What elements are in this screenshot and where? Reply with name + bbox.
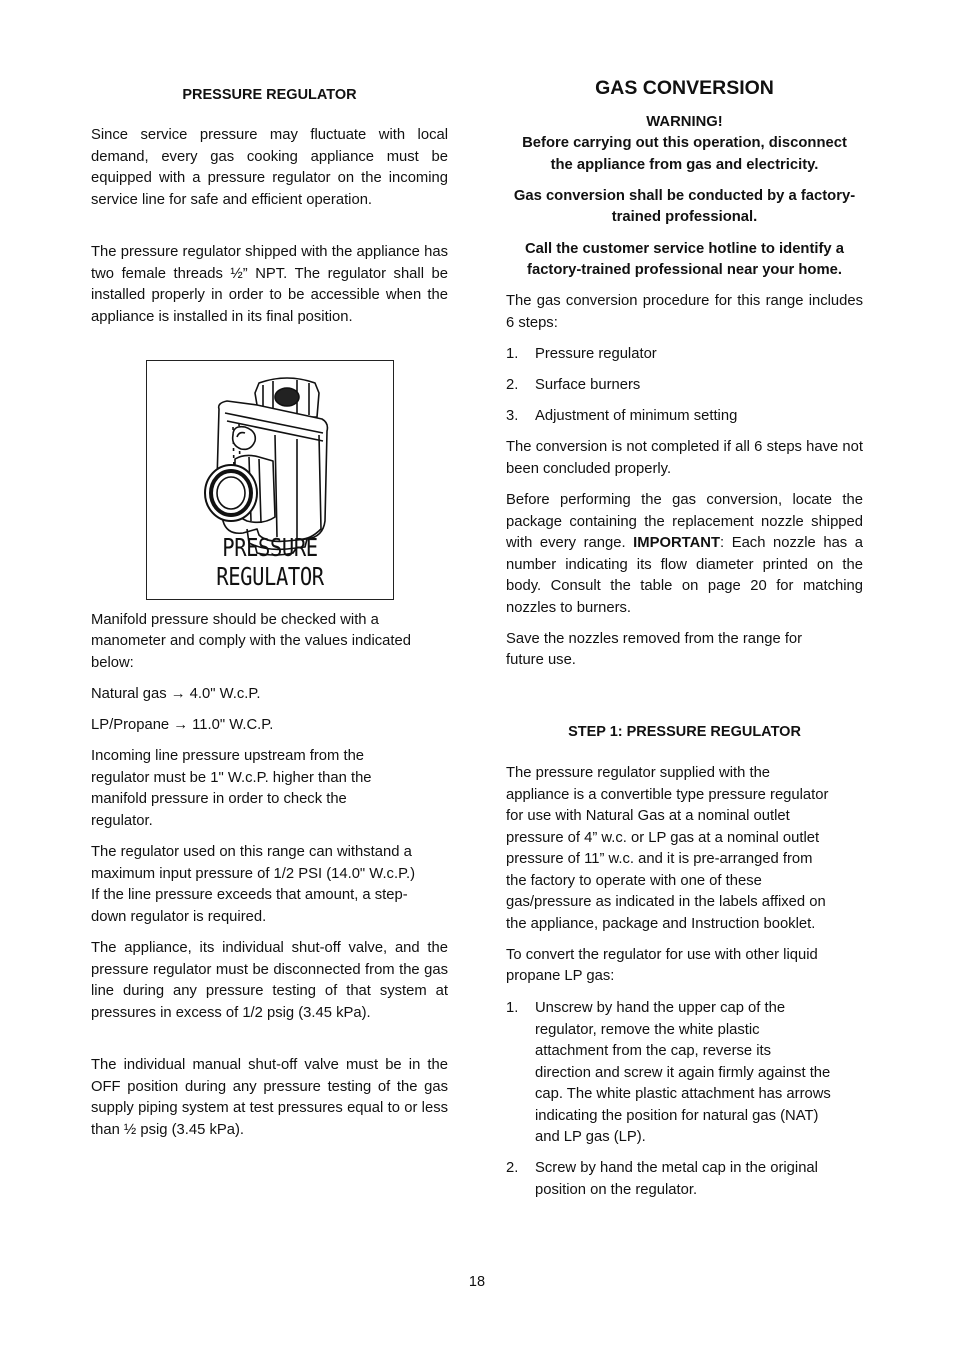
locate-text-before: Before performing the gas conversion, locate the package containing the replacement nozzle shipped with every range.: [506, 492, 863, 551]
disconnect-testing-paragraph: The appliance, its individual shut-off valve, and the pressure regulator must be disconnected from the gas line during any pressure testing of that system at pressures in excess of 1/2 psig (3.45 kPa).: [91, 940, 448, 1021]
instruction-2-line-1: Screw by hand the metal cap in the original: [535, 1160, 818, 1176]
instruction-1-line-3: attachment from the cap, reverse its: [535, 1043, 772, 1059]
page-number: 18: [468, 1274, 486, 1290]
instruction-1-line-6: indicating the position for natural gas (NAT): [535, 1107, 819, 1124]
step1-line-3: for use with Natural Gas at a nominal outlet: [506, 808, 790, 824]
instruction-1-line-5: cap. The white plastic attachment has arrows: [535, 1086, 831, 1102]
natural-gas-value: Natural gas → 4.0" W.c.P.: [91, 686, 261, 702]
pressure-regulator-figure: [146, 360, 394, 600]
step1-line-5: pressure of 11” w.c. and it is pre-arranged from: [506, 851, 813, 867]
max-input-line-1: The regulator used on this range can withstand a: [91, 844, 412, 860]
list-item-text: Adjustment of minimum setting: [535, 408, 738, 424]
locate-nozzle-paragraph: [506, 490, 863, 619]
instruction-1-line-7: and LP gas (LP).: [535, 1129, 646, 1145]
step1-line-4: pressure of 4” w.c. or LP gas at a nominal outlet: [506, 830, 820, 846]
regulator-threads-paragraph: The pressure regulator shipped with the appliance has two female threads ½” NPT. The regulator shall be installed properly in order to be accessible when the appliance is installed in its final position.: [91, 244, 448, 325]
manifold-line-3: below:: [91, 655, 134, 671]
max-input-line-4: down regulator is required.: [91, 909, 267, 925]
list-item: [506, 1158, 863, 1202]
incoming-line-2: regulator must be 1" W.c.P. higher than the: [91, 770, 372, 786]
incoming-line-4: regulator.: [91, 813, 153, 829]
warning-label: WARNING!: [646, 114, 723, 130]
list-item-text: Surface burners: [535, 377, 641, 393]
max-input-line-2: maximum input pressure of 1/2 PSI (14.0" W.c.P.): [91, 866, 416, 882]
max-input-line-3: If the line pressure exceeds that amount, a step-: [91, 887, 408, 903]
warning-line-2: the appliance from gas and electricity.: [550, 157, 819, 173]
pressure-regulator-heading: PRESSURE REGULATOR: [182, 87, 357, 103]
save-nozzles-line-1: Save the nozzles removed from the range for: [506, 631, 803, 647]
step1-line-7: gas/pressure as indicated in the labels affixed on: [506, 894, 826, 910]
steps-intro-paragraph: The gas conversion procedure for this range includes 6 steps:: [506, 293, 863, 331]
step1-line-6: the factory to operate with one of these: [506, 873, 762, 889]
pressure-regulator-illustration: [147, 361, 393, 561]
lp-propane-value: LP/Propane → 11.0" W.C.P.: [91, 717, 274, 733]
gas-conversion-title: GAS CONVERSION: [595, 77, 774, 99]
manifold-line-1: Manifold pressure should be checked with a: [91, 612, 379, 628]
list-item: [506, 998, 863, 1150]
list-item-number: 3.: [506, 408, 519, 424]
save-nozzles-line-2: future use.: [506, 652, 576, 668]
instruction-2-line-2: position on the regulator.: [535, 1181, 698, 1198]
incoming-line-3: manifold pressure in order to check the: [91, 791, 347, 807]
important-label: IMPORTANT: [633, 535, 721, 551]
hotline-line-1: Call the customer service hotline to identify a: [524, 241, 845, 257]
step1-line-8: the appliance, package and Instruction booklet.: [506, 916, 816, 932]
factory-line-2: trained professional.: [611, 209, 758, 225]
list-item-text: Pressure regulator: [535, 346, 657, 362]
list-item-number: 1.: [506, 346, 519, 362]
convert-line-2: propane LP gas:: [506, 968, 615, 984]
instruction-1-line-4: direction and screw it again firmly against the: [535, 1064, 831, 1081]
hotline-line-2: factory-trained professional near your home.: [527, 262, 842, 278]
locate-text-after: : Each nozzle has a number indicating its flow diameter printed on the body. Consult the table on page 20 for matching nozzles to burners.: [506, 535, 863, 616]
list-item-number: 1.: [506, 1000, 519, 1016]
not-completed-paragraph: The conversion is not completed if all 6 steps have not been concluded properly.: [506, 439, 863, 477]
list-item-number: 2.: [506, 1160, 519, 1176]
list-item-number: 2.: [506, 377, 519, 393]
step1-line-2: appliance is a convertible type pressure regulator: [506, 787, 829, 803]
step1-line-1: The pressure regulator supplied with the: [506, 765, 771, 781]
service-pressure-paragraph: Since service pressure may fluctuate with local demand, every gas cooking appliance must be equipped with a pressure regulator on the incoming service line for safe and efficient operation.: [91, 127, 448, 208]
instruction-1-line-1: Unscrew by hand the upper cap of the: [535, 1000, 786, 1016]
step1-heading: STEP 1: PRESSURE REGULATOR: [568, 724, 801, 740]
convert-line-1: To convert the regulator for use with other liquid: [506, 947, 818, 963]
warning-line-1: Before carrying out this operation, disconnect: [522, 135, 847, 151]
instruction-1-line-2: regulator, remove the white plastic: [535, 1021, 760, 1038]
shutoff-valve-paragraph: The individual manual shut-off valve must be in the OFF position during any pressure testing of the gas supply piping system at test pressures equal to or less than ½ psig (3.45 kPa).: [91, 1057, 448, 1138]
figure-caption: PRESSURE REGULATOR: [216, 533, 324, 591]
incoming-line-1: Incoming line pressure upstream from the: [91, 748, 365, 764]
factory-line-1: Gas conversion shall be conducted by a factory-: [513, 188, 856, 204]
manifold-line-2: manometer and comply with the values indicated: [91, 633, 411, 649]
